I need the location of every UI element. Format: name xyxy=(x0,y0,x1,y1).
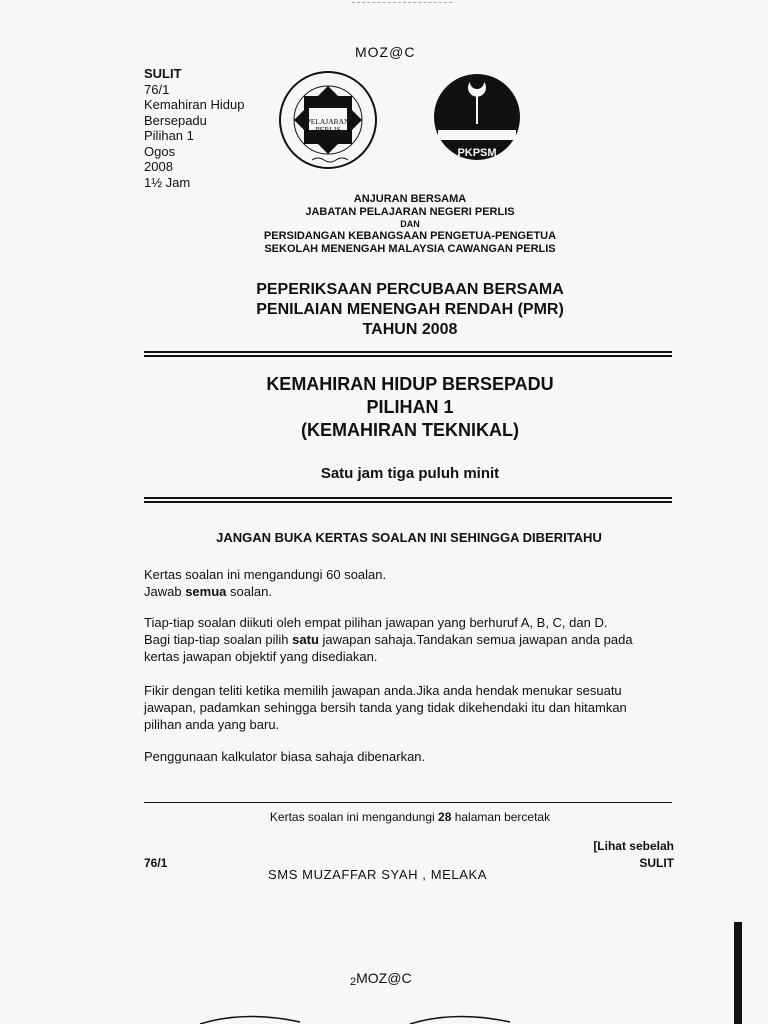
bottom-watermark-code: MOZ@C xyxy=(356,970,412,986)
instruction-3-line-3: pilihan anda yang baru. xyxy=(144,717,280,732)
double-rule-bottom xyxy=(144,497,672,503)
pkpsm-logo xyxy=(432,72,522,162)
emphasis-satu: satu xyxy=(292,632,319,647)
subject-line-2: PILIHAN 1 xyxy=(366,397,454,417)
footer-sulit: SULIT xyxy=(639,856,674,870)
double-rule-top xyxy=(144,351,672,357)
subject-line-3: (KEMAHIRAN TEKNIKAL) xyxy=(301,420,519,440)
instruction-paragraph-1 xyxy=(144,566,674,600)
organizers-line-5: SEKOLAH MENENGAH MALAYSIA CAWANGAN PERLIS xyxy=(264,243,556,255)
exam-title-block xyxy=(200,280,620,340)
text-fragment: Jawab xyxy=(144,584,186,599)
header-watermark-code: MOZ@C xyxy=(355,44,416,60)
paper-meta-block xyxy=(144,66,244,190)
meta-sulit: SULIT xyxy=(144,66,182,81)
bottom-footer xyxy=(350,970,412,988)
school-name-footer: SMS MUZAFFAR SYAH , MELAKA xyxy=(268,867,488,882)
logo-word-perlis: PERLIS xyxy=(315,125,341,134)
meta-duration: 1½ Jam xyxy=(144,174,191,190)
logo-word-pelajaran: PELAJARAN xyxy=(306,117,350,126)
exam-duration: Satu jam tiga puluh minit xyxy=(320,465,500,482)
page-number: 2 xyxy=(350,976,357,988)
subject-block xyxy=(190,373,630,442)
meta-year: 2008 xyxy=(144,159,173,174)
logo-text-pkpsm: PKPSM xyxy=(457,147,497,159)
instruction-3-line-2: jawapan, padamkan sehingga bersih tanda yang tidak dikehendaki itu dan hitamkan xyxy=(144,700,627,715)
subject-line-1: KEMAHIRAN HIDUP BERSEPADU xyxy=(266,374,554,394)
text-fragment: Bagi tiap-tiap soalan pilih xyxy=(144,632,293,647)
footer-paper-code: 76/1 xyxy=(144,856,168,870)
jabatan-pelajaran-perlis-logo xyxy=(272,68,384,172)
text-fragment: soalan. xyxy=(226,584,272,599)
organizers-line-2: JABATAN PELAJARAN NEGERI PERLIS xyxy=(305,206,515,218)
meta-option: Pilihan 1 xyxy=(144,128,194,143)
instruction-1-line-1: Kertas soalan ini mengandungi 60 soalan. xyxy=(144,567,387,582)
text-fragment: jawapan sahaja.Tandakan semua jawapan anda pada xyxy=(318,632,633,647)
instruction-3-line-1: Fikir dengan teliti ketika memilih jawapan anda.Jika anda hendak menukar sesuatu xyxy=(144,683,622,698)
scan-artifact-line xyxy=(352,2,452,9)
see-next-page: [Lihat sebelah xyxy=(593,839,674,853)
page-count: 28 xyxy=(438,810,452,824)
next-page-arcs xyxy=(0,1010,768,1024)
exam-title-line-1: PEPERIKSAAN PERCUBAAN BERSAMA xyxy=(256,281,564,298)
exam-title-line-2: PENILAIAN MENENGAH RENDAH (PMR) xyxy=(256,301,564,318)
meta-subject-2: Bersepadu xyxy=(144,112,207,128)
meta-code: 76/1 xyxy=(144,81,170,97)
instruction-2-line-3: kertas jawapan objektif yang disediakan. xyxy=(144,649,378,664)
footer-rule xyxy=(144,802,672,803)
organizers-line-3: DAN xyxy=(400,219,420,229)
text-fragment: Kertas soalan ini mengandungi xyxy=(269,810,439,824)
organizers-line-4: PERSIDANGAN KEBANGSAAN PENGETUA-PENGETUA xyxy=(263,230,557,242)
instruction-paragraph-3 xyxy=(144,682,674,733)
meta-subject-1: Kemahiran Hidup xyxy=(144,97,245,112)
page-count-note xyxy=(200,810,620,824)
meta-month: Ogos xyxy=(144,143,176,159)
instruction-paragraph-4: Penggunaan kalkulator biasa sahaja dibenarkan. xyxy=(144,749,426,764)
instruction-1-line-2 xyxy=(144,583,674,600)
text-fragment: halaman bercetak xyxy=(451,810,551,824)
instruction-2-line-2 xyxy=(144,631,674,648)
footer-right-block xyxy=(540,838,674,872)
scan-edge-bar xyxy=(734,922,742,1024)
instruction-2-line-1: Tiap-tiap soalan diikuti oleh empat pilihan jawapan yang berhuruf A, B, C, dan D. xyxy=(144,615,608,630)
exam-title-line-3: TAHUN 2008 xyxy=(362,321,458,338)
organizers-line-1: ANJURAN BERSAMA xyxy=(353,193,467,205)
do-not-open-warning: JANGAN BUKA KERTAS SOALAN INI SEHINGGA DIBERITAHU xyxy=(216,530,602,545)
emphasis-semua: semua xyxy=(185,584,227,599)
instruction-paragraph-2 xyxy=(144,614,674,665)
organizers-block xyxy=(200,193,620,256)
